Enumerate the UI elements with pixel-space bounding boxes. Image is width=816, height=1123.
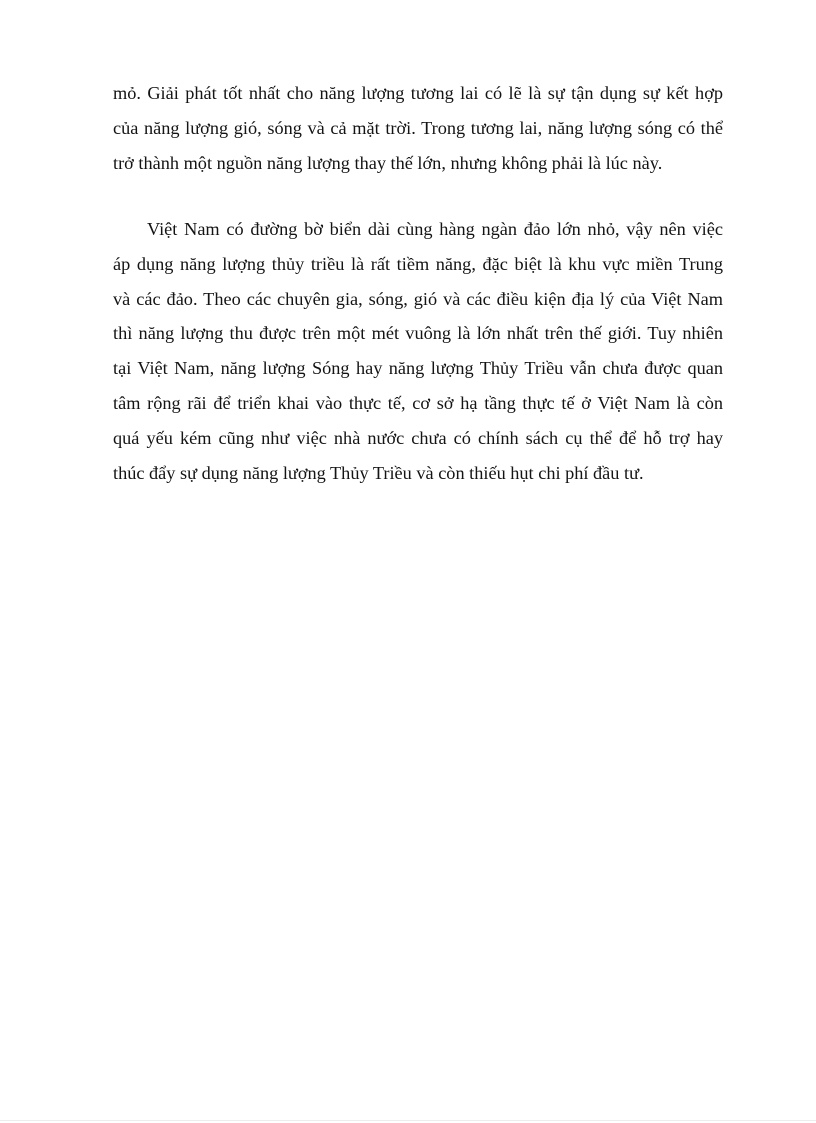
paragraph-line: quá yếu kém cũng như việc nhà nước chưa có chính sách cụ thể để hỗ trợ hay xyxy=(113,427,723,448)
paragraph-line: Việt Nam có đường bờ biển dài cùng hàng ngàn đảo lớn nhỏ, vậy nên việc xyxy=(147,219,723,239)
paragraph-2 xyxy=(113,212,723,490)
paragraph-line: thì năng lượng thu được trên một mét vuông là lớn nhất trên thế giới. Tuy nhiên xyxy=(113,323,723,344)
paragraph-line: trở thành một nguồn năng lượng thay thế lớn, nhưng không phải là lúc này. xyxy=(113,152,663,173)
paragraph-line: mỏ. Giải phát tốt nhất cho năng lượng tương lai có lẽ là sự tận dụng sự kết hợp xyxy=(113,83,723,103)
paragraph-line: và các đảo. Theo các chuyên gia, sóng, gió và các điều kiện địa lý của Việt Nam xyxy=(113,288,723,309)
page-bottom-edge xyxy=(0,1120,816,1121)
paragraph-1 xyxy=(113,76,723,180)
paragraph-line: thúc đẩy sự dụng năng lượng Thủy Triều và còn thiếu hụt chi phí đầu tư. xyxy=(113,462,644,483)
paragraph-line: tâm rộng rãi để triển khai vào thực tế, cơ sở hạ tầng thực tế ở Việt Nam là còn xyxy=(113,392,723,413)
paragraph-line: tại Việt Nam, năng lượng Sóng hay năng lượng Thủy Triều vẫn chưa được quan xyxy=(113,358,723,379)
paragraph-line: của năng lượng gió, sóng và cả mặt trời. Trong tương lai, năng lượng sóng có thể xyxy=(113,117,723,138)
paragraph-line: áp dụng năng lượng thủy triều là rất tiềm năng, đặc biệt là khu vực miền Trung xyxy=(113,253,723,274)
